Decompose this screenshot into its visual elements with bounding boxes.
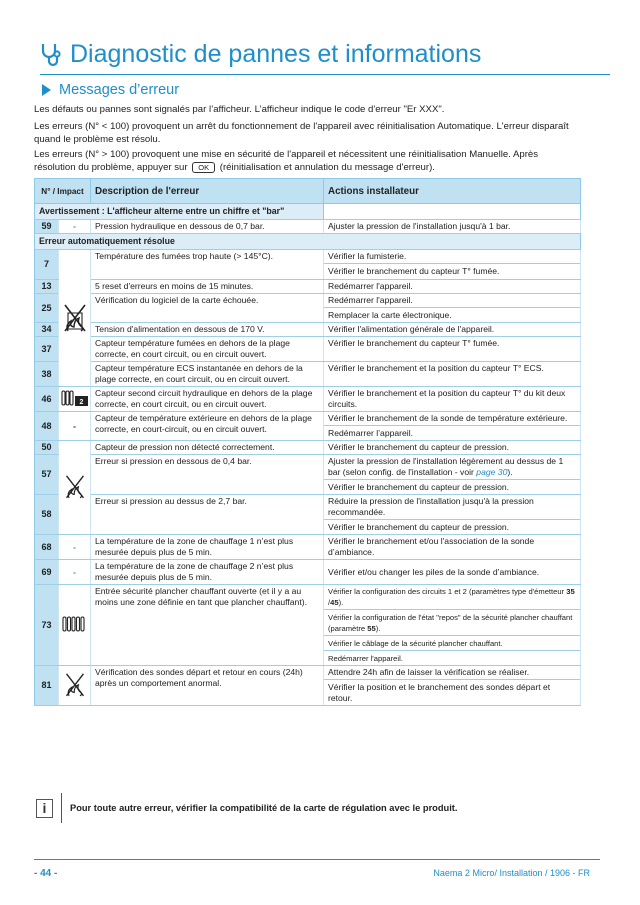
error-description: Entrée sécurité plancher chauffant ouverte (et il y a au moins une zone définie en tant que plancher chauffant). xyxy=(91,585,324,666)
floor-heating-icon xyxy=(62,615,88,633)
impact-dash: - xyxy=(59,412,91,441)
installer-actions xyxy=(324,250,581,280)
page-link[interactable]: page 30 xyxy=(476,467,508,477)
error-description: Capteur température fumées en dehors de la plage correcte, en court circuit, ou en circuit ouvert. xyxy=(91,337,324,362)
table-row xyxy=(35,441,581,455)
boiler-off-icon xyxy=(64,471,86,501)
impact-cell xyxy=(59,250,91,387)
error-number: 38 xyxy=(35,362,59,387)
impact-dash: - xyxy=(59,220,91,234)
error-number: 57 xyxy=(35,455,59,495)
installer-action: Vérifier le branchement du capteur de pression. xyxy=(324,441,581,455)
action-text: Vérifier la configuration de l'état "repos" de la sécurité plancher chauffant (paramètre xyxy=(328,613,573,633)
error-description: Capteur second circuit hydraulique en dehors de la plage correcte, en court circuit, ou en circuit ouvert. xyxy=(91,387,324,412)
impact-dash: - xyxy=(59,560,91,585)
header-description: Description de l'erreur xyxy=(91,179,324,204)
page-number: - 44 - xyxy=(34,868,58,879)
installer-action: Vérifier le câblage de la sécurité plancher chauffant. xyxy=(324,635,580,649)
note-divider xyxy=(61,793,62,823)
action-text-sep: / xyxy=(328,598,331,607)
intro-paragraph-3-end: (réinitialisation et annulation du message d'erreur). xyxy=(219,161,435,173)
error-number: 34 xyxy=(35,323,59,337)
table-row xyxy=(35,387,581,412)
installer-action: Vérifier la position et le branchement des sondes départ et retour. xyxy=(324,679,580,704)
table-row xyxy=(35,220,581,234)
installer-actions xyxy=(324,585,581,666)
info-icon: i xyxy=(36,799,53,818)
installer-action: Vérifier le branchement du capteur de pression. xyxy=(324,519,580,533)
table-header-row xyxy=(35,179,581,204)
action-text-end: ). xyxy=(338,598,344,607)
intro-paragraph-2: Les erreurs (N° < 100) provoquent un arrêt du fonctionnement de l'appareil avec réinitialisation Automatique. L'erreur disparaît quand le problème est résolu. xyxy=(34,121,569,145)
action-text-end: ). xyxy=(375,624,381,633)
installer-action xyxy=(324,609,580,634)
intro-paragraph-3 xyxy=(34,149,582,174)
installer-action: Vérifier le branchement et la position du capteur T° du kit deux circuits. xyxy=(324,387,581,412)
installer-action: Vérifier le branchement du capteur de pression. xyxy=(324,479,580,493)
intro-paragraph-1: Les défauts ou pannes sont signalés par l’afficheur. L’afficheur indique le code d'erreur "Er XXX". xyxy=(34,104,445,115)
document-reference: Naema 2 Micro/ Installation / 1906 - FR xyxy=(433,868,590,878)
table-row xyxy=(35,585,581,666)
installer-action: Attendre 24h afin de laisser la vérification se réaliser. xyxy=(328,667,530,677)
error-description: Vérification du logiciel de la carte échouée. xyxy=(91,294,324,323)
error-number: 68 xyxy=(35,535,59,560)
installer-action: Vérifier le branchement de la sonde de température extérieure. xyxy=(328,413,568,423)
error-number: 69 xyxy=(35,560,59,585)
title-divider xyxy=(40,74,610,75)
installer-actions xyxy=(324,294,581,323)
installer-action: Vérifier le branchement et/ou l'association de la sonde d’ambiance. xyxy=(324,535,581,560)
table-row xyxy=(35,323,581,337)
error-number: 25 xyxy=(35,294,59,323)
error-number: 37 xyxy=(35,337,59,362)
section-label: Erreur automatiquement résolue xyxy=(35,234,581,250)
installer-action: Redémarrer l'appareil. xyxy=(324,650,580,664)
param-number: 55 xyxy=(367,624,376,633)
installer-actions xyxy=(324,412,581,441)
section-heading-text: Messages d’erreur xyxy=(59,82,180,98)
error-number: 46 xyxy=(35,387,59,412)
action-text-end: ). xyxy=(507,467,513,477)
impact-cell xyxy=(59,441,91,535)
error-description: Capteur température ECS instantanée en dehors de la plage correcte, en court circuit, ou en circuit ouvert. xyxy=(91,362,324,387)
installer-action: Redémarrer l’appareil. xyxy=(324,425,580,439)
table-row xyxy=(35,337,581,362)
installer-action xyxy=(324,586,580,608)
table-row xyxy=(35,666,581,706)
ok-key-icon: OK xyxy=(192,162,215,173)
triangle-bullet-icon xyxy=(42,84,51,96)
impact-cell xyxy=(59,585,91,666)
intro-paragraph-3-text: Les erreurs (N° > 100) provoquent une mise en sécurité de l'appareil et nécessitent une réinitialisation Manuelle. Après résolution du problème, appuyer sur xyxy=(34,149,539,173)
error-number: 50 xyxy=(35,441,59,455)
installer-action: Ajuster la pression de l'installation jusqu'à 1 bar. xyxy=(324,220,581,234)
error-description: Capteur de température extérieure en dehors de la plage correcte, en court-circuit, ou en circuit ouvert. xyxy=(91,412,324,441)
svg-text:2: 2 xyxy=(79,398,83,406)
impact-cell xyxy=(59,387,91,412)
installer-action: Vérifier et/ou changer les piles de la sonde d’ambiance. xyxy=(324,560,581,585)
page-title-text: Diagnostic de pannes et informations xyxy=(70,40,482,68)
table-row xyxy=(35,294,581,323)
installer-action: Redémarrer l'appareil. xyxy=(324,280,581,294)
table-row xyxy=(35,535,581,560)
action-text: Vérifier la configuration des circuits 1 et 2 (paramètres type d'émetteur xyxy=(328,587,567,596)
info-note xyxy=(34,793,580,823)
error-description: Erreur si pression au dessus de 2,7 bar. xyxy=(91,495,324,535)
header-actions: Actions installateur xyxy=(324,179,581,204)
error-description: Pression hydraulique en dessous de 0,7 bar. xyxy=(91,220,324,234)
error-number: 48 xyxy=(35,412,59,441)
error-table xyxy=(34,178,581,706)
section-row-warning xyxy=(35,204,581,220)
installer-action: Redémarrer l'appareil. xyxy=(328,295,413,305)
installer-actions xyxy=(324,455,581,495)
impact-dash: - xyxy=(59,535,91,560)
installer-action: Remplacer la carte électronique. xyxy=(324,307,580,321)
installer-action: Vérifier le branchement et la position du capteur T° ECS. xyxy=(324,362,581,387)
error-number: 13 xyxy=(35,280,59,294)
action-text: Ajuster la pression de l'installation légèrement au dessus de 1 bar (selon config. de l'installation - voir xyxy=(328,456,564,477)
installer-action: Vérifier la fumisterie. xyxy=(328,251,407,261)
section-heading xyxy=(42,82,179,98)
param-number: 35 xyxy=(566,587,575,596)
error-number: 59 xyxy=(35,220,59,234)
error-description: La température de la zone de chauffage 2 n’est plus mesurée depuis plus de 5 min. xyxy=(91,560,324,585)
page-title xyxy=(40,40,481,69)
table-row xyxy=(35,560,581,585)
error-description: La température de la zone de chauffage 1 n’est plus mesurée depuis plus de 5 min. xyxy=(91,535,324,560)
impact-cell xyxy=(59,666,91,706)
table-row xyxy=(35,495,581,535)
installer-action: Vérifier le branchement du capteur T° fumée. xyxy=(324,337,581,362)
error-description: Température des fumées trop haute (> 145°C). xyxy=(91,250,324,280)
installer-action xyxy=(324,456,580,478)
boiler-off-icon xyxy=(62,301,88,333)
error-number: 7 xyxy=(35,250,59,280)
boiler-off-icon xyxy=(64,669,86,699)
header-number-impact: N° / Impact xyxy=(35,179,91,204)
section-row-auto xyxy=(35,234,581,250)
installer-action: Vérifier l'alimentation générale de l'appareil. xyxy=(324,323,581,337)
error-number: 58 xyxy=(35,495,59,535)
installer-action: Réduire la pression de l'installation jusqu'à la pression recommandée. xyxy=(328,496,534,517)
installer-action: Vérifier le branchement du capteur T° fumée. xyxy=(324,263,580,277)
table-row xyxy=(35,280,581,294)
installer-actions xyxy=(324,495,581,535)
radiator-2-icon xyxy=(61,389,89,407)
table-row xyxy=(35,362,581,387)
table-row xyxy=(35,250,581,280)
error-description: 5 reset d'erreurs en moins de 15 minutes. xyxy=(91,280,324,294)
section-label: Avertissement : L'afficheur alterne entre un chiffre et "bar" xyxy=(35,204,324,220)
error-description: Capteur de pression non détecté correctement. xyxy=(91,441,324,455)
table-row xyxy=(35,455,581,495)
stethoscope-icon xyxy=(40,42,64,68)
error-number: 81 xyxy=(35,666,59,706)
error-description: Tension d'alimentation en dessous de 170 V. xyxy=(91,323,324,337)
footer-divider xyxy=(34,859,600,860)
installer-actions xyxy=(324,666,581,706)
error-number: 73 xyxy=(35,585,59,666)
note-text: Pour toute autre erreur, vérifier la compatibilité de la carte de régulation avec le produit. xyxy=(70,803,458,813)
error-description: Vérification des sondes départ et retour en cours (24h) après un comportement anormal. xyxy=(91,666,324,706)
error-description: Erreur si pression en dessous de 0,4 bar. xyxy=(91,455,324,495)
param-number: 45 xyxy=(330,598,339,607)
table-row xyxy=(35,412,581,441)
